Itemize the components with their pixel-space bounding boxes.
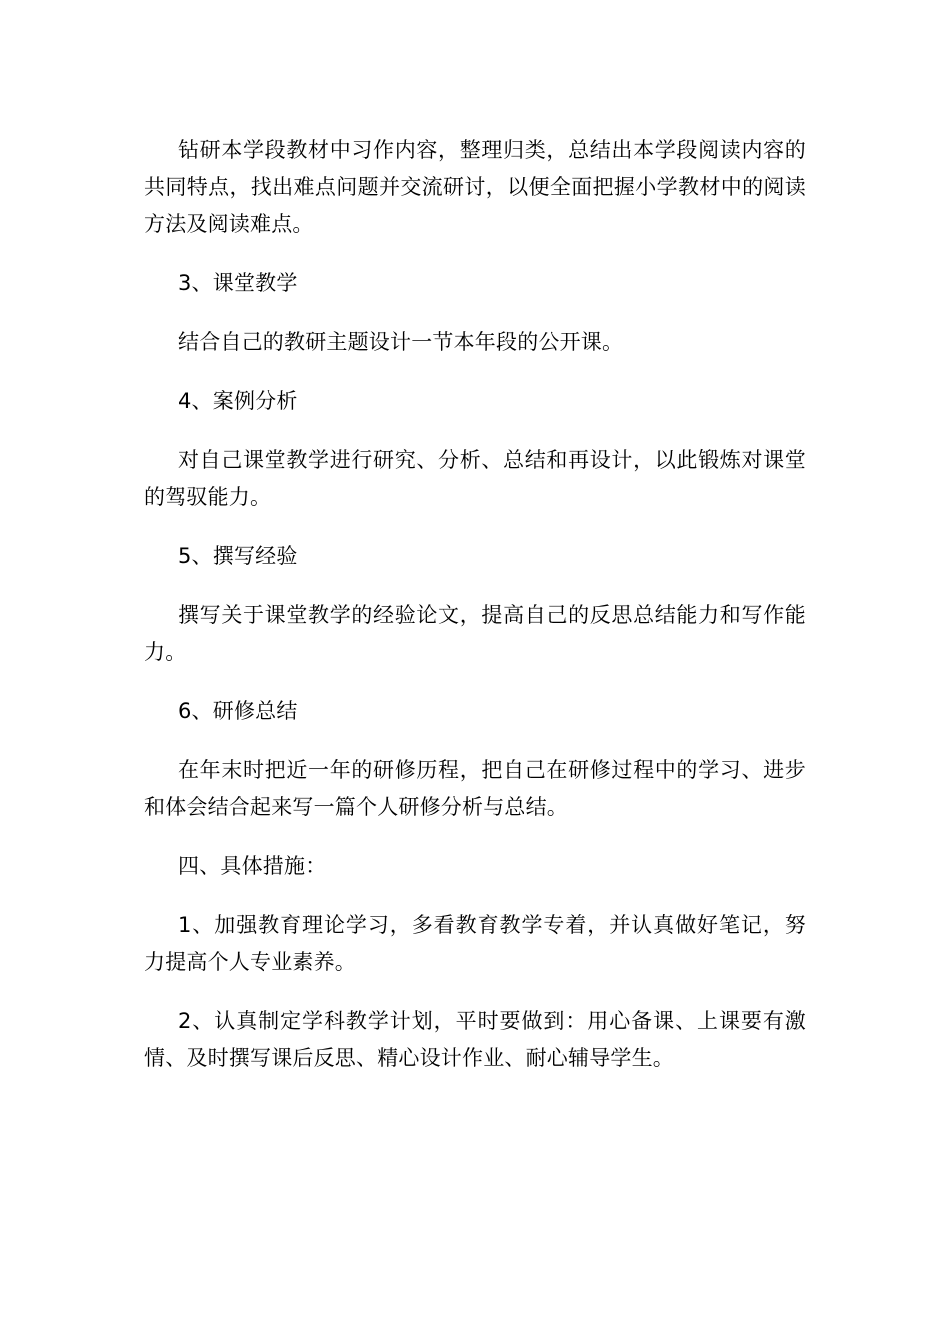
heading-case-analysis: 4、案例分析 <box>178 389 298 413</box>
paragraph-study-materials: 钻研本学段教材中习作内容，整理归类，总结出本学段阅读内容的共同特点，找出难点问题并交流研讨，以便全面把握小学教材中的阅读方法及阅读难点。 <box>144 138 806 236</box>
heading-specific-measures: 四、具体措施： <box>178 854 327 878</box>
paragraph-open-class: 结合自己的教研主题设计一节本年段的公开课。 <box>178 330 624 354</box>
document-body <box>144 132 806 1077</box>
heading-classroom-teaching: 3、课堂教学 <box>178 271 298 295</box>
paragraph-training-summary: 在年末时把近一年的研修历程，把自己在研修过程中的学习、进步和体会结合起来写一篇个人研修分析与总结。 <box>144 758 806 819</box>
heading-writing-experience: 5、撰写经验 <box>178 544 298 568</box>
paragraph-measure-1: 1、加强教育理论学习，多看教育教学专着，并认真做好笔记，努力提高个人专业素养。 <box>144 913 806 974</box>
paragraph-case-analysis: 对自己课堂教学进行研究、分析、总结和再设计，以此锻炼对课堂的驾驭能力。 <box>144 448 806 509</box>
paragraph-writing-experience: 撰写关于课堂教学的经验论文，提高自己的反思总结能力和写作能力。 <box>144 603 806 664</box>
heading-training-summary: 6、研修总结 <box>178 699 298 723</box>
paragraph-measure-2: 2、认真制定学科教学计划，平时要做到：用心备课、上课要有激情、及时撰写课后反思、精心设计作业、耐心辅导学生。 <box>144 1009 806 1070</box>
